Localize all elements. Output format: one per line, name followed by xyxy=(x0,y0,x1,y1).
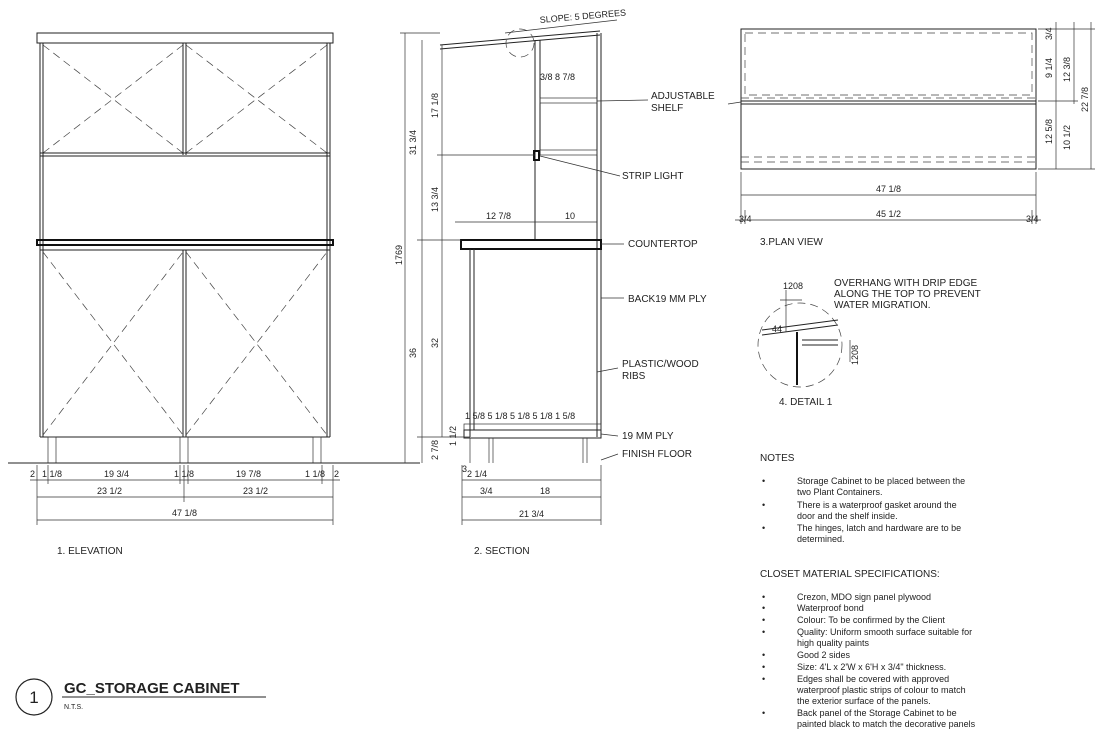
detail-note-3: WATER MIGRATION. xyxy=(834,300,931,311)
plan-caption: 3.PLAN VIEW xyxy=(760,237,823,248)
section-bottom-b: 2 1/4 xyxy=(467,469,488,479)
elev-dim-half-right: 23 1/2 xyxy=(243,486,269,496)
section-countertop xyxy=(461,240,601,249)
label-back-ply: BACK19 MM PLY xyxy=(628,294,707,305)
detail-note-1: OVERHANG WITH DRIP EDGE xyxy=(834,278,978,289)
elevation-cap xyxy=(37,33,333,43)
notes-heading: NOTES xyxy=(760,453,795,464)
detail-dim-mid: 44 xyxy=(772,324,783,334)
plan-right-dim-2: 9 1/4 xyxy=(1044,57,1054,78)
specs-bullet-6: • xyxy=(762,662,766,672)
specs-item-4-line-1: Quality: Uniform smooth surface suitable for xyxy=(797,627,973,637)
section-counter-a: 12 7/8 xyxy=(486,211,512,221)
slope-label: SLOPE: 5 DEGREES xyxy=(539,7,627,25)
label-19mm-ply: 19 MM PLY xyxy=(622,431,674,442)
elev-dim-6: 1 1/8 xyxy=(305,469,326,479)
plan-width: 47 1/8 xyxy=(876,184,902,194)
section-bottom-c: 3/4 xyxy=(480,486,493,496)
elev-dim-1: 2 xyxy=(30,469,36,479)
elev-dim-4: 1 1/8 xyxy=(174,469,195,479)
label-finish-floor: FINISH FLOOR xyxy=(622,449,693,460)
detail-dim-side: 1208 xyxy=(850,344,860,365)
section-base-b: 1 1/2 xyxy=(448,425,458,446)
section-caption: 2. SECTION xyxy=(474,546,530,557)
notes-bullet-2: • xyxy=(762,500,766,510)
elev-dim-half-left: 23 1/2 xyxy=(97,486,123,496)
plan-right-dim-4: 22 7/8 xyxy=(1080,86,1090,112)
elev-dim-2: 1 1/8 xyxy=(42,469,63,479)
plan-sub-mid: 45 1/2 xyxy=(876,209,902,219)
specs-item-8-line-2: painted black to match the decorative panels xyxy=(797,719,976,729)
section-bottom-d: 18 xyxy=(540,486,551,496)
specs-item-3: Colour: To be confirmed by the Client xyxy=(797,615,945,625)
notes-item-1-line-1: Storage Cabinet to be placed between the xyxy=(797,476,966,486)
elevation-countertop xyxy=(37,240,333,245)
elev-dim-7: 2 xyxy=(334,469,340,479)
label-countertop: COUNTERTOP xyxy=(628,239,698,250)
plan-right-dim-1: 3/4 xyxy=(1044,27,1054,40)
specs-bullet-2: • xyxy=(762,603,766,613)
section-overall-height: 1769 xyxy=(394,244,404,265)
strip-light xyxy=(534,151,539,160)
detail-note-2: ALONG THE TOP TO PREVENT xyxy=(834,289,981,300)
plan-right-dim-5: 12 5/8 xyxy=(1044,118,1054,144)
title-scale: N.T.S. xyxy=(64,704,84,711)
specs-bullet-1: • xyxy=(762,592,766,602)
label-shelf: SHELF xyxy=(651,103,684,114)
specs-bullet-8: • xyxy=(762,708,766,718)
specs-item-6: Size: 4'L x 2'W x 6'H x 3/4" thickness. xyxy=(797,662,947,672)
notes-item-2-line-2: door and the shelf inside. xyxy=(797,511,898,521)
title-text: GC_STORAGE CABINET xyxy=(64,680,240,697)
label-strip-light: STRIP LIGHT xyxy=(622,171,684,182)
bottom-ply xyxy=(464,430,601,438)
plan-sub-left: 3/4 xyxy=(739,214,752,224)
section-lower-height: 36 xyxy=(408,347,418,358)
specs-bullet-7: • xyxy=(762,674,766,684)
notes-block xyxy=(760,453,965,544)
elev-dim-overall: 47 1/8 xyxy=(172,508,198,518)
specs-item-7-line-3: the exterior surface of the panels. xyxy=(797,696,931,706)
specs-item-7-line-2: waterproof plastic strips of colour to match xyxy=(797,685,966,695)
plan-view xyxy=(728,22,1095,248)
notes-item-3-line-1: The hinges, latch and hardware are to be xyxy=(797,523,962,533)
section-upper-b: 13 3/4 xyxy=(430,186,440,212)
notes-item-2-line-1: There is a waterproof gasket around the xyxy=(797,500,957,510)
section-base: 2 7/8 xyxy=(430,439,440,460)
plan-right-dim-6: 10 1/2 xyxy=(1062,124,1072,150)
section-lower-a: 32 xyxy=(430,337,440,348)
plan-sub-right: 3/4 xyxy=(1026,214,1039,224)
notes-bullet-1: • xyxy=(762,476,766,486)
detail-dim-top: 1208 xyxy=(783,281,804,291)
section-upper-a: 17 1/8 xyxy=(430,92,440,118)
detail-view xyxy=(758,278,981,408)
section-top-dims: 3/8 8 7/8 xyxy=(540,72,576,82)
section-counter-b: 10 xyxy=(565,211,576,221)
notes-bullet-3: • xyxy=(762,523,766,533)
elevation-view xyxy=(8,33,420,557)
specs-item-8-line-1: Back panel of the Storage Cabinet to be xyxy=(797,708,957,718)
elev-dim-5: 19 7/8 xyxy=(236,469,262,479)
specs-bullet-5: • xyxy=(762,650,766,660)
notes-item-1-line-2: two Plant Containers. xyxy=(797,487,883,497)
section-bottom-a: 3 xyxy=(462,464,468,474)
section-upper-height: 31 3/4 xyxy=(408,129,418,155)
specs-item-4-line-2: high quality paints xyxy=(797,638,870,648)
plan-right-dim-3: 12 3/8 xyxy=(1062,56,1072,82)
label-ribs: RIBS xyxy=(622,371,646,382)
specs-item-5: Good 2 sides xyxy=(797,650,851,660)
specs-bullet-4: • xyxy=(762,627,766,637)
specs-bullet-3: • xyxy=(762,615,766,625)
elevation-caption: 1. ELEVATION xyxy=(57,546,123,557)
label-plastic-wood: PLASTIC/WOOD xyxy=(622,359,699,370)
title-block xyxy=(16,679,266,715)
adjustable-shelf xyxy=(540,98,597,103)
title-number: 1 xyxy=(29,688,39,707)
elev-dim-3: 19 3/4 xyxy=(104,469,130,479)
specs-block xyxy=(760,569,976,729)
detail-caption: 4. DETAIL 1 xyxy=(779,397,833,408)
section-view xyxy=(394,7,715,557)
section-ribs-dims: 1 5/8 5 1/8 5 1/8 5 1/8 1 5/8 xyxy=(465,411,576,421)
specs-item-1: Crezon, MDO sign panel plywood xyxy=(797,592,932,602)
plan-outline xyxy=(741,29,1036,169)
specs-item-2: Waterproof bond xyxy=(797,603,864,613)
label-adjustable: ADJUSTABLE xyxy=(651,91,715,102)
section-bottom-total: 21 3/4 xyxy=(519,509,545,519)
specs-heading: CLOSET MATERIAL SPECIFICATIONS: xyxy=(760,569,940,580)
notes-item-3-line-2: determined. xyxy=(797,534,845,544)
specs-item-7-line-1: Edges shall be covered with approved xyxy=(797,674,950,684)
